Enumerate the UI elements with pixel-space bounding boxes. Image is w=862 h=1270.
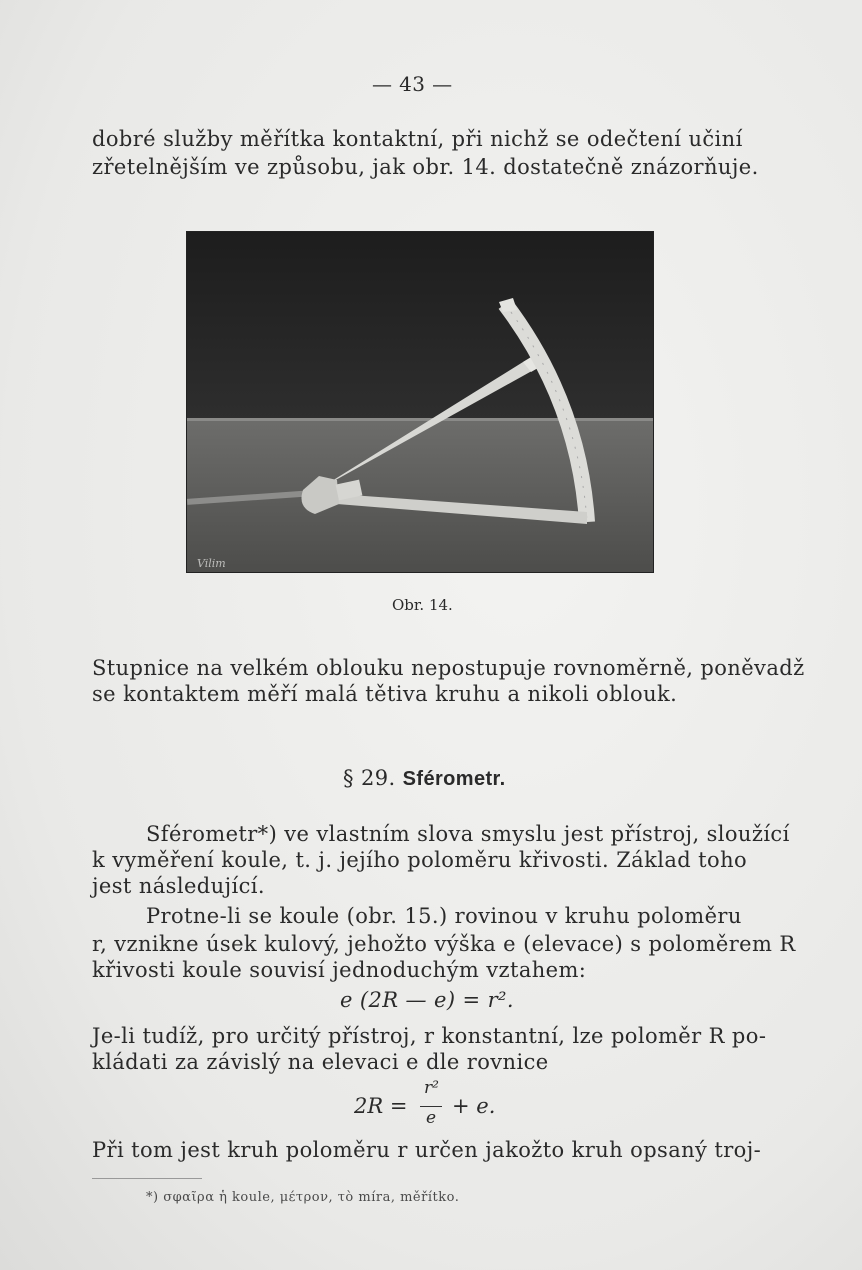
text-line-4: se kontaktem měří malá tětiva kruhu a nikoli oblouk. (92, 682, 678, 706)
text-line-10: křivosti koule souvisí jednoduchým vztahem: (92, 958, 587, 982)
text-line-3: Stupnice na velkém oblouku nepostupuje rovnoměrně, poněvadž (92, 656, 805, 680)
formula-2-denominator: e (426, 1108, 437, 1128)
section-symbol: § 29. (343, 766, 396, 790)
text-line-11: Je-li tudíž, pro určitý přístroj, r konstantní, lze poloměr R po- (92, 1024, 767, 1048)
section-title: Sférometr. (402, 768, 506, 790)
text-line-5: Sférometr*) ve vlastním slova smyslu jest přístroj, sloužící (146, 822, 790, 846)
section-heading (343, 766, 506, 791)
photo-signature: Vilim (197, 557, 226, 570)
formula-1: e (2R — e) = r². (340, 988, 514, 1012)
figure-photo (186, 231, 654, 573)
formula-2-lhs: 2R = (354, 1094, 408, 1118)
text-line-9: r, vznikne úsek kulový, jehožto výška e (elevace) s poloměrem R (92, 932, 796, 956)
figure-caption: Obr. 14. (392, 596, 453, 614)
footnote-rule (92, 1178, 202, 1179)
text-line-12: kládati za závislý na elevaci e dle rovnice (92, 1050, 549, 1074)
text-line-6: k vyměření koule, t. j. jejího poloměru křivosti. Základ toho (92, 848, 748, 872)
formula-2-numerator: r² (424, 1078, 439, 1098)
text-line-7: jest následující. (92, 874, 265, 898)
text-line-13: Při tom jest kruh poloměru r určen jakožto kruh opsaný troj- (92, 1138, 762, 1162)
fraction-bar (420, 1106, 442, 1107)
text-line-2: zřetelnějším ve způsobu, jak obr. 14. dostatečně znázorňuje. (92, 155, 759, 179)
text-line-1: dobré služby měřítka kontaktní, při nichž se odečtení učiní (92, 127, 743, 151)
footnote: *) σφαῖρα ἡ koule, μέτρον, τὸ míra, měřítko. (146, 1190, 460, 1205)
page-number: — 43 — (372, 72, 453, 96)
text-line-8: Protne-li se koule (obr. 15.) rovinou v kruhu poloměru (146, 904, 742, 928)
formula-2-rhs: + e. (452, 1094, 496, 1118)
